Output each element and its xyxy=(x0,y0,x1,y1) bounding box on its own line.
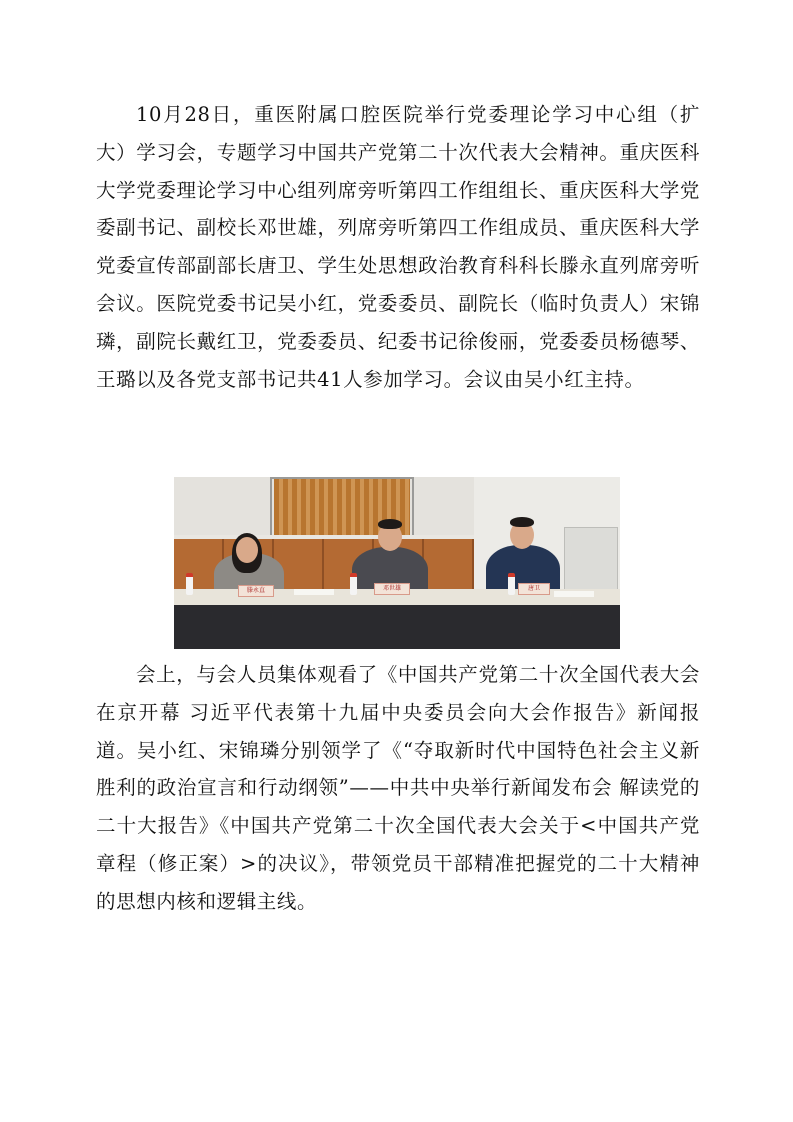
photo-person-3-hair xyxy=(510,517,534,527)
name-card-2: 邓世雄 xyxy=(374,583,410,595)
photo-water-bottle xyxy=(508,573,515,595)
photo-person-2-hair xyxy=(378,519,402,529)
name-card-3: 唐卫 xyxy=(518,583,550,595)
name-card-1: 滕永直 xyxy=(238,585,274,597)
photo-person-1-head xyxy=(236,537,258,563)
photo-document xyxy=(294,589,334,595)
photo-table-front xyxy=(174,605,620,649)
photo-document xyxy=(554,591,594,597)
paragraph-study-content: 会上，与会人员集体观看了《中国共产党第二十次全国代表大会在京开幕 习近平代表第十九届中央委员会向大会作报告》新闻报道。吴小红、宋锦璘分别领学了《“夺取新时代中国特色社会主义新胜利的政治宣言和行动纲领”——中共中央举行新闻发布会 解读党的二十大报告》《中国共产党第二十次全国代表大会关于<中国共产党章程（修正案）>的决议》，带领党员干部精准把握党的二十大精神的思想内核和逻辑主线。 xyxy=(96,663,700,913)
paragraph-intro: 10月28日，重医附属口腔医院举行党委理论学习中心组（扩大）学习会，专题学习中国共产党第二十次代表大会精神。重庆医科大学党委理论学习中心组列席旁听第四工作组组长、重庆医科大学党委副书记、副校长邓世雄，列席旁听第四工作组成员、重庆医科大学党委宣传部副部长唐卫、学生处思想政治教育科科长滕永直列席旁听会议。医院党委书记吴小红，党委委员、副院长（临时负责人）宋锦璘，副院长戴红卫，党委委员、纪委书记徐俊丽，党委委员杨德琴、王璐以及各党支部书记共41人参加学习。会议由吴小红主持。 xyxy=(96,103,700,391)
photo-water-bottle xyxy=(350,573,357,595)
photo-water-bottle xyxy=(186,573,193,595)
meeting-photo xyxy=(174,477,620,649)
